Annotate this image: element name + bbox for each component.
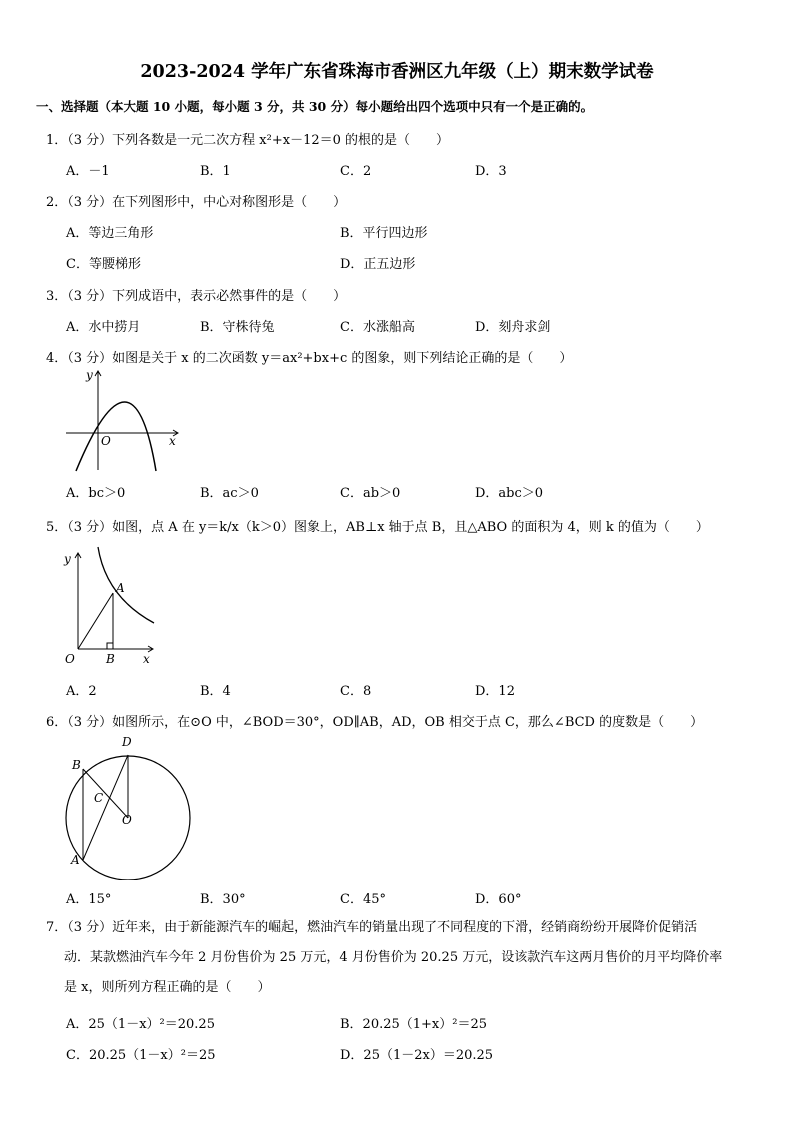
question-7-line-2: 动．某款燃油汽车今年 2 月份售价为 25 万元，4 月份售价为 20.25 万元，设该款汽车这两月售价的月平均降价率 bbox=[64, 950, 723, 965]
page-title: 2023-2024 学年广东省珠海市香洲区九年级（上）期末数学试卷 bbox=[140, 62, 654, 82]
y-axis-label: y bbox=[64, 552, 71, 566]
q5-option-c: C．8 bbox=[340, 684, 372, 699]
q5-option-d: D．12 bbox=[475, 684, 515, 699]
q2-option-b: B．平行四边形 bbox=[340, 226, 428, 241]
x-axis-label: x bbox=[169, 434, 176, 448]
q6-option-a: A．15° bbox=[66, 892, 112, 907]
q1-option-d: D．3 bbox=[475, 164, 507, 179]
segment-ad bbox=[83, 755, 128, 860]
question-7-line-3: 是 x，则所列方程正确的是（ ） bbox=[64, 980, 271, 995]
q4-option-d: D．abc＞0 bbox=[475, 486, 544, 501]
question-6-stem: 6．（3 分）如图所示，在⊙O 中，∠BOD＝30°，OD∥AB，AD，OB 相交于点 C，那么∠BCD 的度数是（ ） bbox=[46, 715, 704, 730]
q3-option-c: C．水涨船高 bbox=[340, 320, 415, 335]
segment-oa bbox=[78, 593, 113, 649]
point-d-label: D bbox=[122, 735, 132, 749]
question-3-stem: 3．（3 分）下列成语中，表示必然事件的是（ ） bbox=[46, 289, 347, 304]
q5-option-a: A．2 bbox=[66, 684, 97, 699]
q7-option-b: B．20.25（1+x）²＝25 bbox=[340, 1017, 488, 1032]
origin-label: O bbox=[101, 434, 111, 448]
question-7-line-1: 7．（3 分）近年来，由于新能源汽车的崛起，燃油汽车的销量出现了不同程度的下滑，经销商纷纷开展降价促销活 bbox=[46, 920, 698, 935]
question-5-stem: 5．（3 分）如图，点 A 在 y＝k/x（k＞0）图象上，AB⊥x 轴于点 B，且△ABO 的面积为 4，则 k 的值为（ ） bbox=[46, 520, 709, 535]
point-b-label: B bbox=[72, 758, 81, 772]
point-a-label: A bbox=[116, 581, 125, 595]
parabola-curve bbox=[76, 402, 156, 471]
q2-option-d: D．正五边形 bbox=[340, 257, 416, 272]
point-o-label: O bbox=[122, 813, 132, 827]
q7-option-a: A．25（1－x）²＝20.25 bbox=[66, 1017, 215, 1032]
q2-option-a: A．等边三角形 bbox=[66, 226, 154, 241]
origin-label: O bbox=[65, 652, 75, 666]
point-b-label: B bbox=[106, 652, 115, 666]
q6-option-b: B．30° bbox=[200, 892, 246, 907]
q3-option-b: B．守株待兔 bbox=[200, 320, 275, 335]
q2-option-c: C．等腰梯形 bbox=[66, 257, 141, 272]
question-1-stem: 1．（3 分）下列各数是一元二次方程 x²+x－12＝0 的根的是（ ） bbox=[46, 133, 450, 148]
q4-option-b: B．ac＞0 bbox=[200, 486, 259, 501]
q1-option-b: B．1 bbox=[200, 164, 231, 179]
y-axis-label: y bbox=[86, 368, 93, 382]
q1-option-c: C．2 bbox=[340, 164, 372, 179]
q4-option-c: C．ab＞0 bbox=[340, 486, 401, 501]
segment-bo bbox=[83, 769, 128, 818]
q7-option-c: C．20.25（1－x）²＝25 bbox=[66, 1048, 216, 1063]
q3-option-a: A．水中捞月 bbox=[66, 320, 141, 335]
right-angle-mark bbox=[107, 643, 113, 649]
hyperbola-figure bbox=[60, 545, 170, 670]
point-a-label: A bbox=[71, 853, 80, 867]
parabola-figure bbox=[60, 365, 190, 475]
question-4-stem: 4．（3 分）如图是关于 x 的二次函数 y＝ax²+bx+c 的图象，则下列结论正确的是（ ） bbox=[46, 351, 573, 366]
x-axis-label: x bbox=[143, 652, 150, 666]
hyperbola-curve bbox=[98, 547, 154, 623]
q6-option-d: D．60° bbox=[475, 892, 522, 907]
q5-option-b: B．4 bbox=[200, 684, 231, 699]
q3-option-d: D．刻舟求剑 bbox=[475, 320, 551, 335]
question-2-stem: 2．（3 分）在下列图形中，中心对称图形是（ ） bbox=[46, 195, 347, 210]
q4-option-a: A．bc＞0 bbox=[66, 486, 126, 501]
circle-figure bbox=[60, 732, 200, 880]
section-heading: 一、选择题（本大题 10 小题，每小题 3 分，共 30 分）每小题给出四个选项中只有一个是正确的。 bbox=[36, 99, 594, 114]
q6-option-c: C．45° bbox=[340, 892, 386, 907]
q7-option-d: D．25（1－2x）＝20.25 bbox=[340, 1048, 494, 1063]
point-c-label: C bbox=[94, 791, 104, 805]
q1-option-a: A．－1 bbox=[66, 164, 110, 179]
